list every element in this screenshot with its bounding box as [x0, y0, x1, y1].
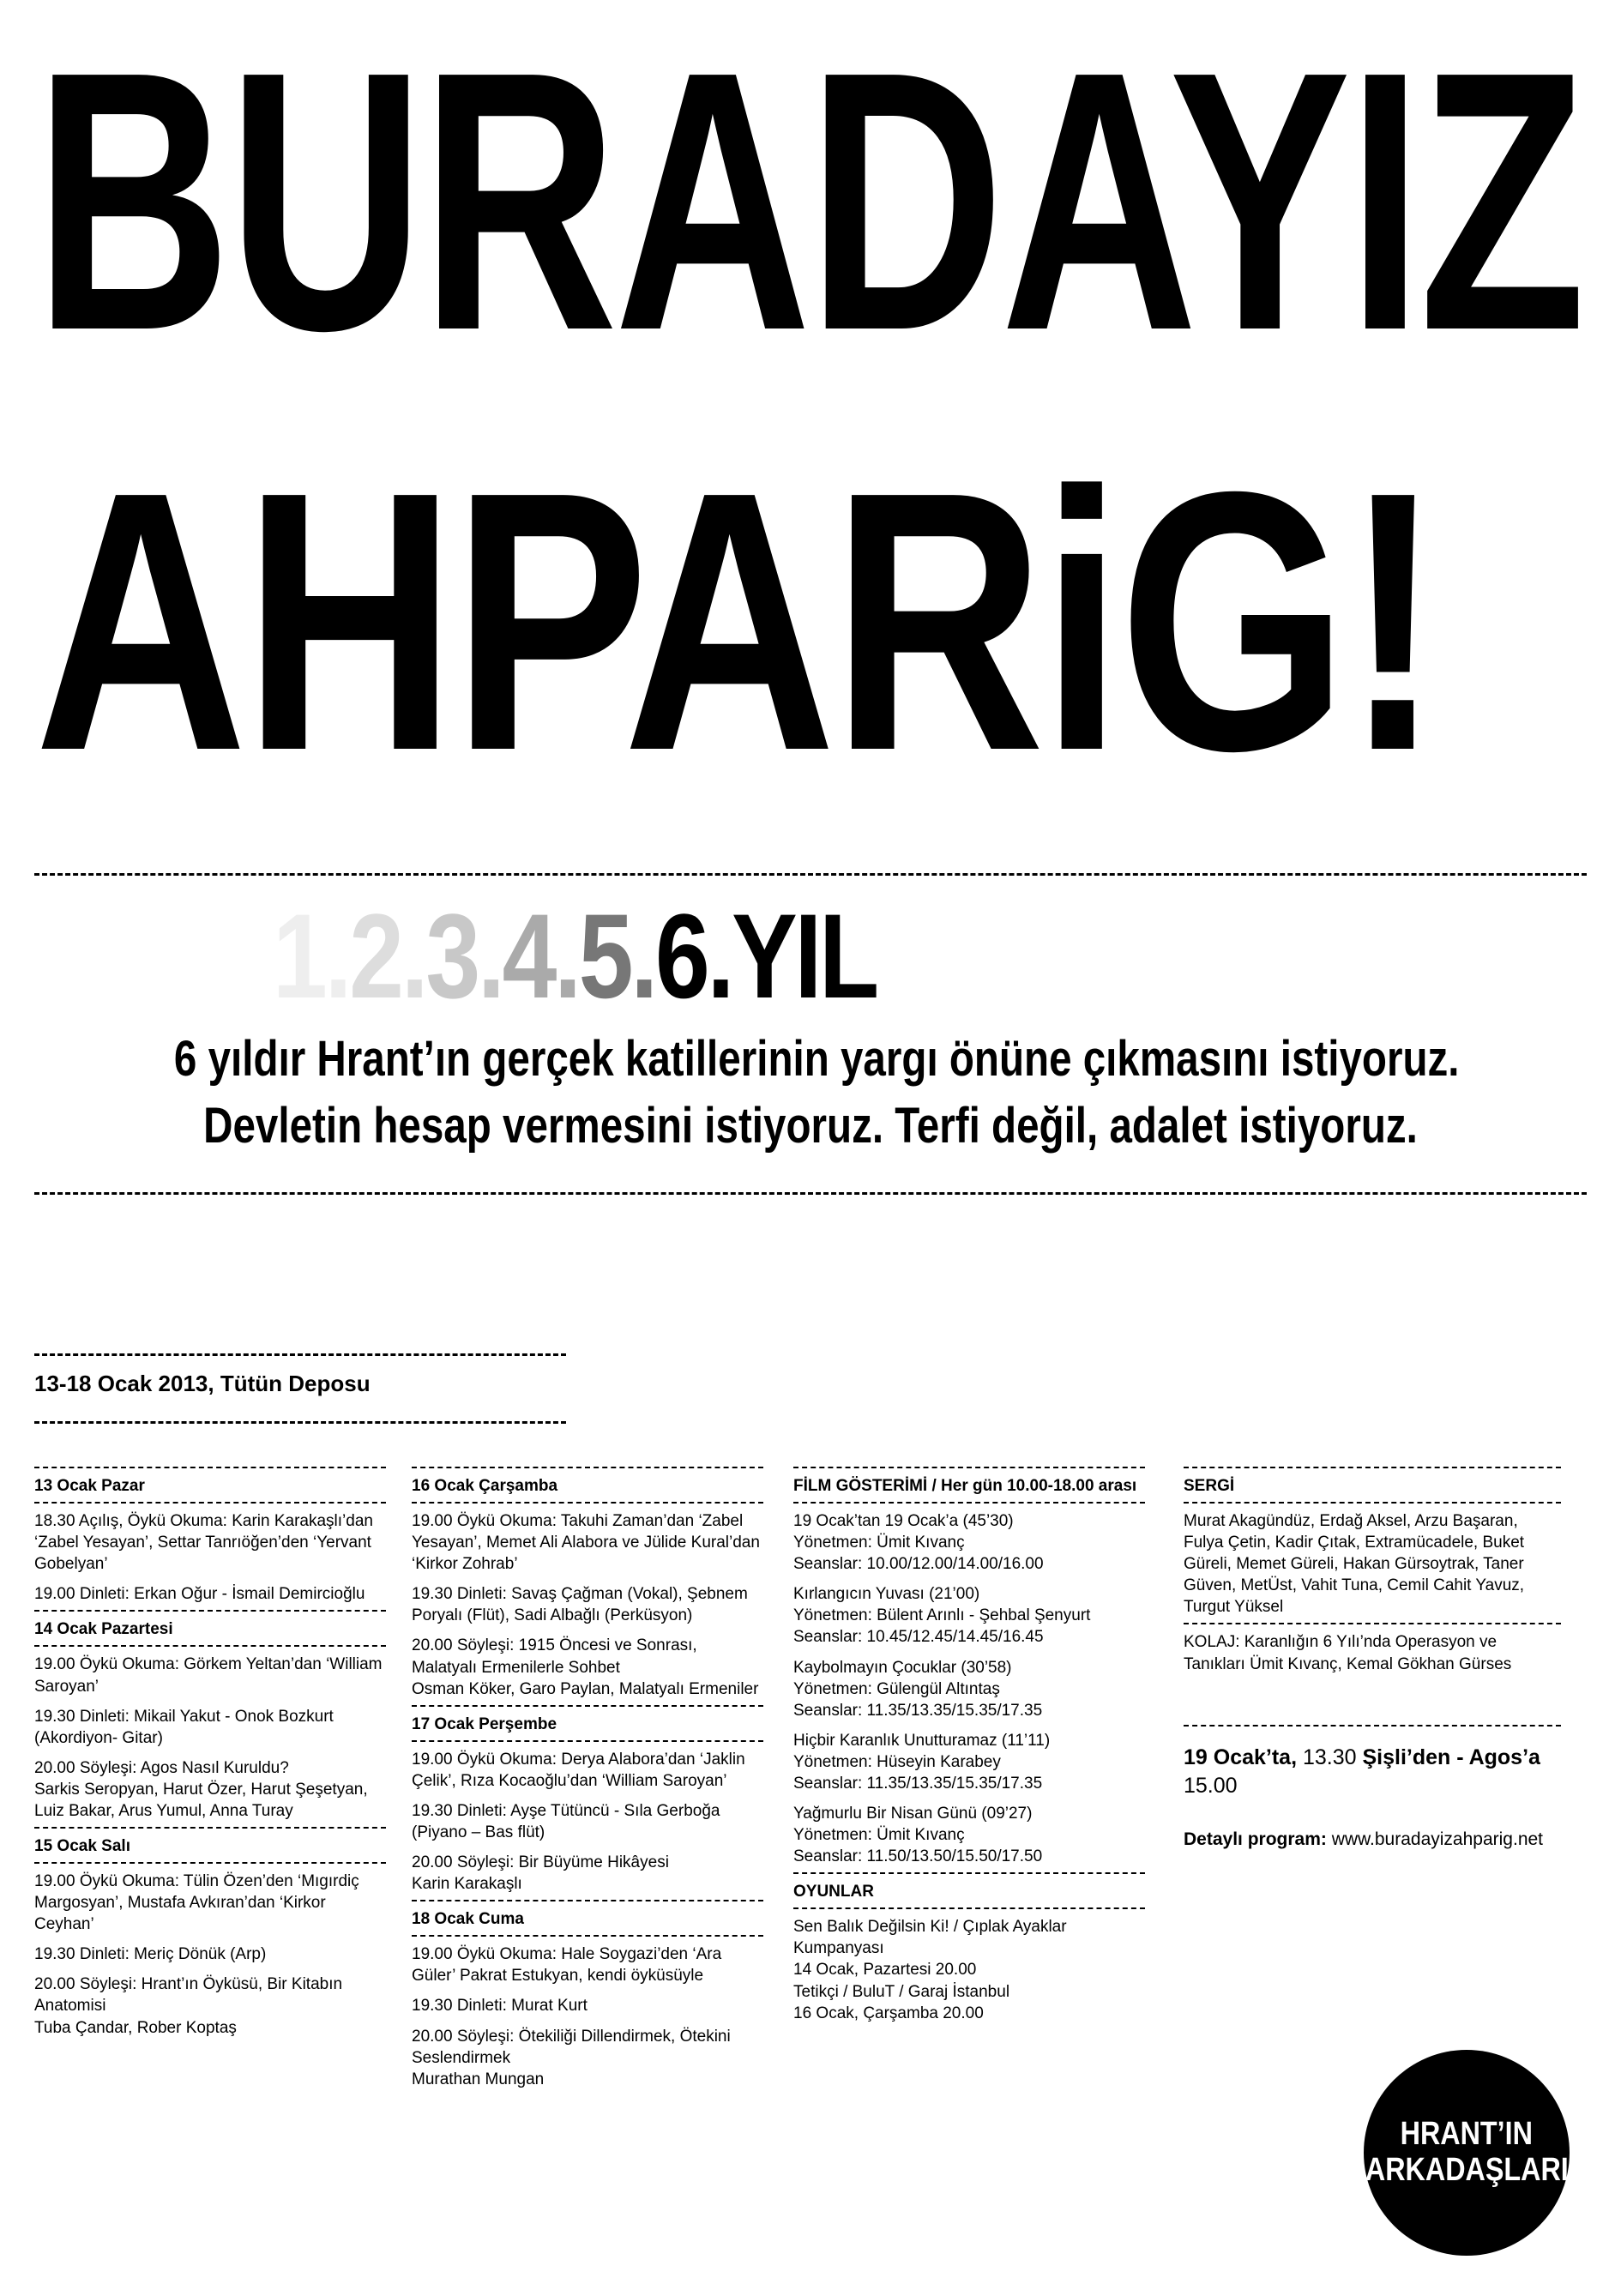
- program-column-4: [1184, 1467, 1561, 1851]
- years-row: [273, 889, 877, 1023]
- year-3: 3.: [425, 889, 503, 1023]
- film-director: Yönetmen: Ümit Kıvanç: [793, 1826, 965, 1845]
- program-item-guests: Murathan Mungan: [412, 2070, 545, 2088]
- march-route: Şişli’den - Agos’a: [1362, 1745, 1540, 1769]
- day-heading: 15 Ocak Salı: [34, 1827, 386, 1862]
- year-5: 5.: [578, 889, 655, 1023]
- program-item: 19.00 Öykü Okuma: Derya Alabora’dan ‘Jaklin Çelik’, Rıza Kocaoğlu’dan ‘William Saroyan’: [412, 1750, 745, 1790]
- year-label: YIL: [732, 889, 877, 1023]
- exhibition-artists: Murat Akagündüz, Erdağ Aksel, Arzu Başaran, Fulya Çetin, Kadir Çıtak, Extramücadele, Buket Güreli, Memet Güreli, Hakan Gürsoytrak, Taner Güven, MetÜst, Vahit Tuna, Cemil Cahit Yavuz, Turgut Yüksel: [1184, 1512, 1525, 1617]
- play-title: Sen Balık Değilsin Ki! / Çıplak Ayaklar Kumpanyası: [793, 1918, 1067, 1958]
- film-director: Yönetmen: Gülengül Altıntaş: [793, 1679, 1000, 1698]
- day-heading: 13 Ocak Pazar: [34, 1467, 386, 1502]
- program-item-guests: Osman Köker, Garo Paylan, Malatyalı Ermeniler: [412, 1679, 759, 1698]
- march-time-start: 13.30: [1297, 1745, 1363, 1769]
- program-item: 20.00 Söyleşi: Ötekiliği Dillendirmek, Ötekini Seslendirmek: [412, 2027, 731, 2067]
- program-item: 19.30 Dinleti: Savaş Çağman (Vokal), Şebnem Poryalı (Flüt), Sadi Albağlı (Perküsyon): [412, 1585, 748, 1625]
- exhibition-heading: SERGİ: [1184, 1467, 1561, 1502]
- play-date: 14 Ocak, Pazartesi 20.00: [793, 1961, 977, 1980]
- event-date-place: 13-18 Ocak 2013, Tütün Deposu: [34, 1371, 371, 1396]
- play-title: Tetikçi / BuluT / Garaj İstanbul: [793, 1982, 1010, 2001]
- program-item: 19.00 Öykü Okuma: Hale Soygazi’den ‘Ara Güler’ Pakrat Estukyan, kendi öyküsüyle: [412, 1945, 722, 1986]
- program-item: 20.00 Söyleşi: Agos Nasıl Kuruldu?: [34, 1758, 289, 1777]
- film-sessions: Seanslar: 10.00/12.00/14.00/16.00: [793, 1555, 1044, 1574]
- program-item: 19.30 Dinleti: Meriç Dönük (Arp): [34, 1945, 267, 1964]
- divider: [34, 1421, 566, 1424]
- film-title: Hiçbir Karanlık Unutturamaz (11’11): [793, 1731, 1051, 1750]
- program-item: 20.00 Söyleşi: 1915 Öncesi ve Sonrası, Malatyalı Ermenilerle Sohbet: [412, 1636, 697, 1677]
- divider: [34, 1192, 1587, 1195]
- program-link-label: Detaylı program:: [1184, 1829, 1327, 1849]
- film-title: Kaybolmayın Çocuklar (30’58): [793, 1658, 1012, 1677]
- program-item: 19.30 Dinleti: Murat Kurt: [412, 1997, 588, 2016]
- program-link: [1184, 1828, 1561, 1852]
- program-item: 19.00 Öykü Okuma: Takuhi Zaman’dan ‘Zabel Yesayan’, Memet Ali Alabora ve Jülide Kural’dan ‘Kirkor Zohrab’: [412, 1512, 760, 1574]
- program-item-guests: Sarkis Seropyan, Harut Özer, Harut Şeşetyan, Luiz Bakar, Arus Yumul, Anna Turay: [34, 1780, 368, 1820]
- program-url[interactable]: www.buradayizahparig.net: [1326, 1829, 1544, 1849]
- march-date: 19 Ocak’ta,: [1184, 1745, 1298, 1769]
- program-item: 18.30 Açılış, Öykü Okuma: Karin Karakaşlı’dan ‘Zabel Yesayan’, Settar Tanrıöğen’den ‘Yervant Gobelyan’: [34, 1512, 373, 1574]
- headline-line-2: AHPARiG!: [34, 416, 1438, 828]
- program-item-guests: Tuba Çandar, Rober Koptaş: [34, 2018, 237, 2037]
- collage-info: KOLAJ: Karanlığın 6 Yılı’nda Operasyon ve Tanıkları Ümit Kıvanç, Kemal Gökhan Gürses: [1184, 1633, 1512, 1673]
- year-6: 6.: [654, 889, 732, 1023]
- film-director: Yönetmen: Bülent Arınlı - Şehbal Şenyurt: [793, 1606, 1091, 1625]
- program-item: 19.00 Öykü Okuma: Tülin Özen’den ‘Mıgırdiç Margosyan’, Mustafa Avkıran’dan ‘Kirkor Ceyhan’: [34, 1872, 359, 1934]
- slogan-line-1: 6 yıldır Hrant’ın gerçek katillerinin yargı önüne çıkmasını istiyoruz.: [173, 1031, 1460, 1087]
- film-director: Yönetmen: Ümit Kıvanç: [793, 1534, 965, 1552]
- hrant-arkadaslari-logo: [1364, 2050, 1570, 2256]
- film-sessions: Seanslar: 10.45/12.45/14.45/16.45: [793, 1628, 1044, 1647]
- program-item: 20.00 Söyleşi: Hrant’ın Öyküsü, Bir Kitabın Anatomisi: [34, 1975, 343, 2016]
- year-1: 1.: [273, 889, 350, 1023]
- slogan-line-2: Devletin hesap vermesini istiyoruz. Terfi değil, adalet istiyoruz.: [203, 1098, 1418, 1154]
- film-sessions: Seanslar: 11.35/13.35/15.35/17.35: [793, 1701, 1043, 1720]
- day-heading: 18 Ocak Cuma: [412, 1900, 763, 1935]
- logo-line-2: ARKADAŞLARI: [1365, 2152, 1569, 2188]
- program-item: 19.00 Dinleti: Erkan Oğur - İsmail Demircioğlu: [34, 1585, 365, 1604]
- march-info: [1184, 1725, 1561, 1800]
- program-column-3: [793, 1467, 1145, 2029]
- program-item: 19.00 Öykü Okuma: Görkem Yeltan’dan ‘William Saroyan’: [34, 1655, 383, 1696]
- film-director: Yönetmen: Hüseyin Karabey: [793, 1752, 1001, 1771]
- program-item: 19.30 Dinleti: Mikail Yakut - Onok Bozkurt (Akordiyon- Gitar): [34, 1707, 334, 1747]
- film-sessions: Seanslar: 11.35/13.35/15.35/17.35: [793, 1774, 1043, 1793]
- divider: [34, 1353, 566, 1356]
- headline-line-1: BURADAYIZ: [34, 0, 1582, 407]
- program-item-guests: Karin Karakaşlı: [412, 1875, 522, 1894]
- day-heading: 17 Ocak Perşembe: [412, 1705, 763, 1740]
- program-column-1: [34, 1467, 386, 2044]
- program-item: 19.30 Dinleti: Ayşe Tütüncü - Sıla Gerboğa (Piyano – Bas flüt): [412, 1801, 720, 1842]
- program-item: 20.00 Söyleşi: Bir Büyüme Hikâyesi: [412, 1853, 669, 1872]
- logo-line-1: HRANT’IN: [1400, 2116, 1534, 2153]
- film-sessions: Seanslar: 11.50/13.50/15.50/17.50: [793, 1847, 1043, 1866]
- year-4: 4.: [502, 889, 579, 1023]
- program-column-2: [412, 1467, 763, 2095]
- march-time-end: 15.00: [1184, 1773, 1238, 1798]
- film-title: Yağmurlu Bir Nisan Günü (09’27): [793, 1805, 1033, 1823]
- film-heading: FİLM GÖSTERİMİ / Her gün 10.00-18.00 arası: [793, 1467, 1145, 1502]
- day-heading: 16 Ocak Çarşamba: [412, 1467, 763, 1502]
- film-title: 19 Ocak’tan 19 Ocak’a (45’30): [793, 1512, 1014, 1531]
- day-heading: 14 Ocak Pazartesi: [34, 1610, 386, 1645]
- year-2: 2.: [349, 889, 426, 1023]
- film-title: Kırlangıcın Yuvası (21’00): [793, 1585, 980, 1604]
- play-date: 16 Ocak, Çarşamba 20.00: [793, 2004, 984, 2022]
- plays-heading: OYUNLAR: [793, 1872, 1145, 1907]
- divider: [34, 873, 1587, 876]
